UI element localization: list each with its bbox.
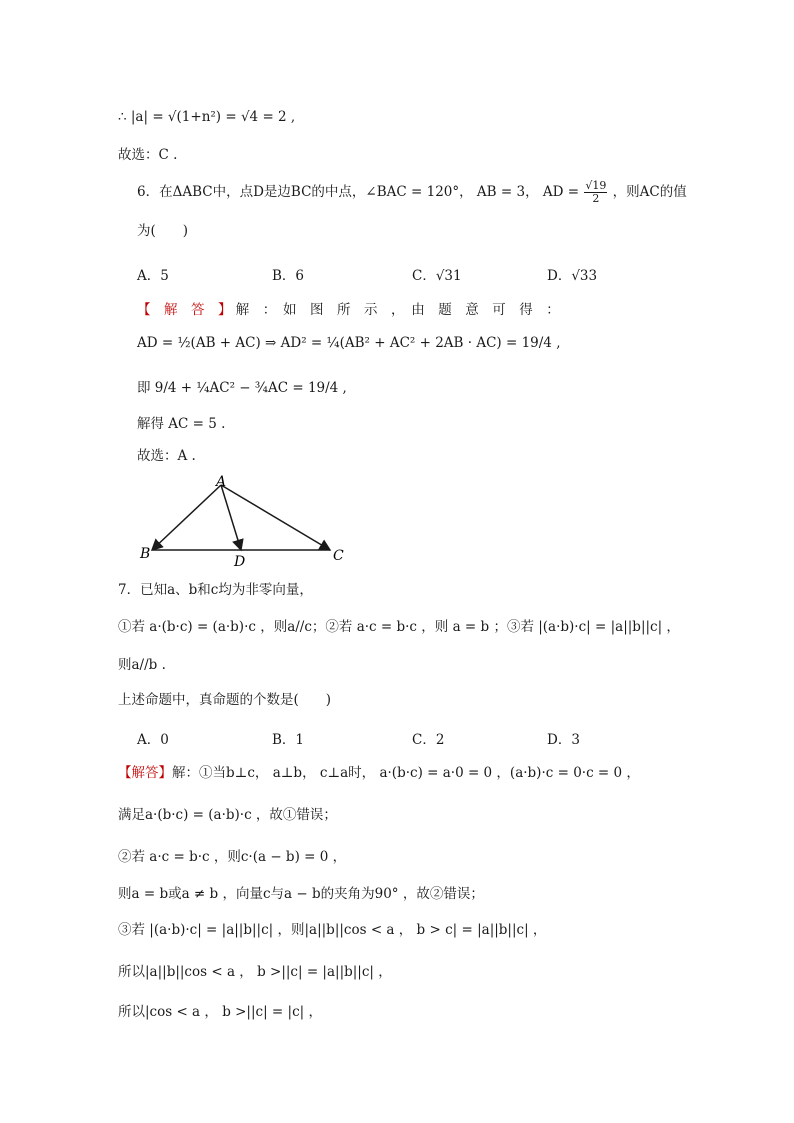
answer-label: 【解答】 [118, 765, 172, 781]
question-6-options [137, 264, 637, 284]
question-7-conclusion: 则a//b . [118, 657, 166, 673]
answer-7-line-7: 所以|cos < a ， b >||c| = |c| ， [118, 1004, 322, 1020]
answer-6-choice: 故选：A . [137, 448, 196, 464]
answer-6-intro: 解 ： 如 图 所 示 ， 由 题 意 可 得 ： [235, 302, 560, 318]
answer-6-equation-3: 解得 AC = 5 . [137, 416, 226, 432]
question-7-stem: 7．已知a、b和c均为非零向量， [118, 582, 313, 598]
answer-label: 【 解 答 】 [137, 302, 232, 318]
answer-7-line-4: 则a = b或a ≠ b ，向量c与a − b的夹角为90° ，故②错误； [118, 886, 484, 902]
question-6-fraction [584, 180, 607, 205]
vector-ab [152, 485, 221, 550]
q7-option-c: C．2 [412, 732, 445, 748]
question-7-conditions: ①若 a·(b·c) = (a·b)·c ，则a//c；②若 a·c = b·c ，则 a = b ；③若 |(a·b)·c| = |a||b||c| ， [118, 619, 680, 635]
q7-option-d: D．3 [547, 732, 580, 748]
q7-option-a: A．0 [137, 732, 169, 748]
answer-7-line-6: 所以|a||b||cos < a ， b >||c| = |a||b||c| ， [118, 964, 392, 980]
answer-7-line-2: 满足a·(b·c) = (a·b)·c ，故①错误； [118, 807, 337, 823]
label-a: A [216, 474, 227, 490]
q6-option-d: D．√33 [547, 268, 598, 284]
answer-7-line-5: ③若 |(a·b)·c| = |a||b||c| ，则|a||b||cos < a ， b > c| = |a||b||c| ， [118, 922, 547, 938]
question-6-text-a: 6．在ΔABC中，点D是边BC的中点，∠BAC = 120°， AB = 3， AD = [137, 184, 580, 200]
fraction-numerator: √19 [585, 179, 607, 192]
question-6-stem-cont: 为( ) [137, 223, 189, 239]
answer-7-line-1 [118, 763, 640, 783]
q7-option-b: B．1 [272, 732, 305, 748]
label-c: C [333, 548, 344, 564]
answer-6-equation-2: 即 9/4 + ¼AC² − ¾AC = 19/4 , [137, 380, 347, 396]
answer-6-heading [137, 300, 560, 320]
q6-option-a: A．5 [137, 268, 169, 284]
line-magnitude-result: ∴ |a| = √(1+n²) = √4 = 2 , [118, 109, 296, 125]
question-7-prompt: 上述命题中，真命题的个数是( ) [118, 692, 332, 708]
question-6-text-b: ，则AC的值 [612, 184, 687, 200]
label-b: B [140, 546, 151, 562]
q6-option-b: B．6 [272, 268, 305, 284]
question-6-stem [137, 180, 687, 205]
line-choose-c: 故选：C . [118, 147, 178, 163]
triangle-figure [130, 472, 360, 572]
q6-option-c: C．√31 [412, 268, 462, 284]
answer-7-line-3: ②若 a·c = b·c ，则c·(a − b) = 0 ， [118, 849, 347, 865]
label-d: D [234, 554, 246, 570]
fraction-denominator: 2 [592, 192, 600, 205]
answer-7-text-1: 解：①当b⊥c， a⊥b， c⊥a时， a·(b·c) = a·0 = 0 ，(a·b)·c = 0·c = 0 ， [172, 765, 640, 781]
question-7-options [137, 728, 637, 748]
answer-6-equation-1: AD = ½(AB + AC) ⇒ AD² = ¼(AB² + AC² + 2AB · AC) = 19/4 , [137, 335, 561, 351]
